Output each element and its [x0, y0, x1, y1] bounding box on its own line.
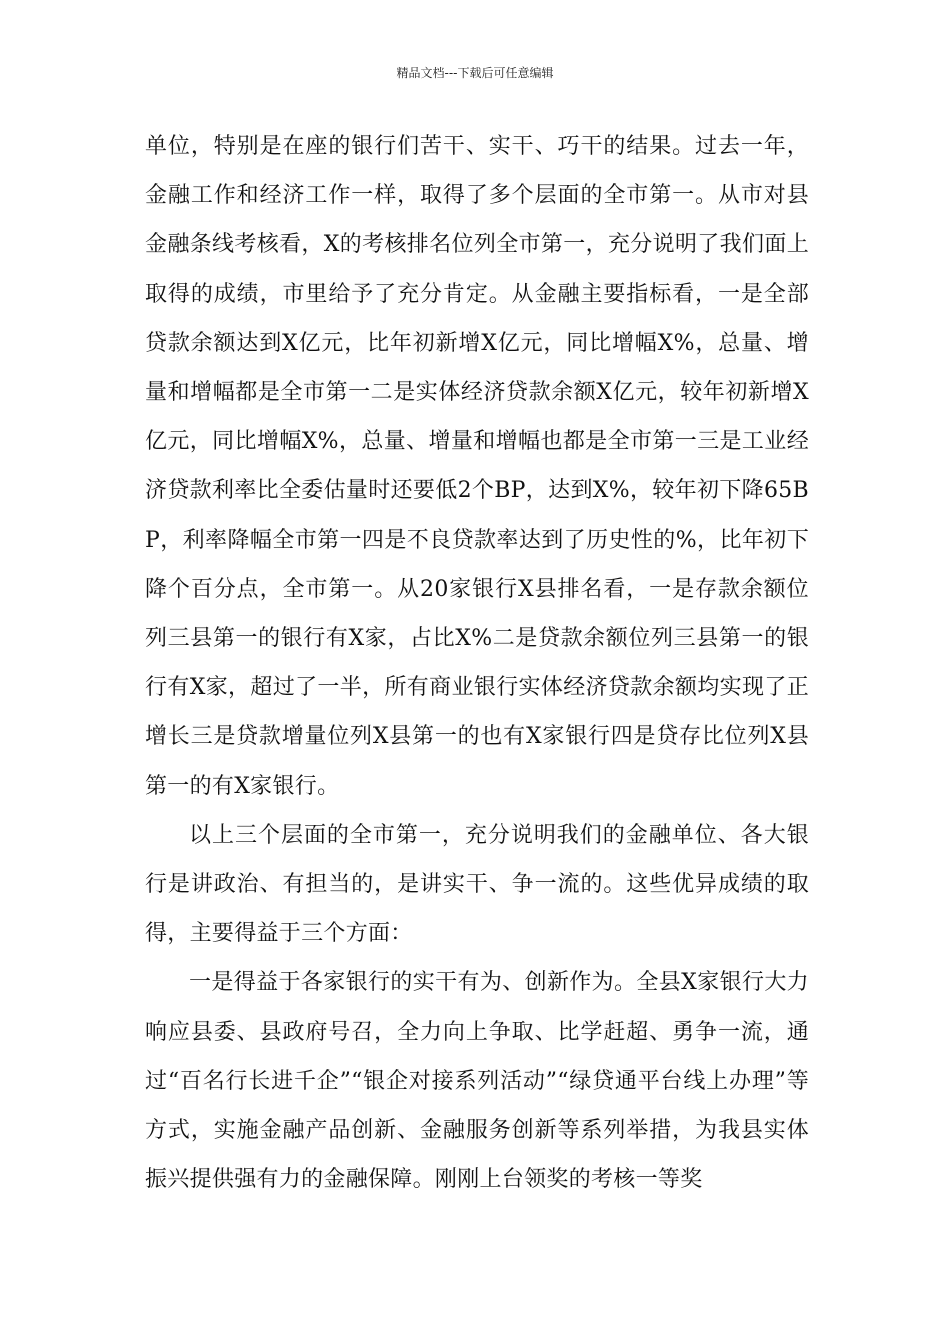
document-body [145, 122, 809, 1204]
paragraph-1: 单位，特别是在座的银行们苦干、实干、巧干的结果。过去一年，金融工作和经济工作一样，取得了多个层面的全市第一。从市对县金融条线考核看，X的考核排名位列全市第一，充分说明了我们面上取得的成绩，市里给予了充分肯定。从金融主要指标看，一是全部贷款余额达到X亿元，比年初新增X亿元，同比增幅X%，总量、增量和增幅都是全市第一二是实体经济贷款余额X亿元，较年初新增X亿元，同比增幅X%，总量、增量和增幅也都是全市第一三是工业经济贷款利率比全委估量时还要低2个BP，达到X%，较年初下降65BP，利率降幅全市第一四是不良贷款率达到了历史性的%，比年初下降个百分点，全市第一。从20家银行X县排名看，一是存款余额位列三县第一的银行有X家，占比X%二是贷款余额位列三县第一的银行有X家，超过了一半，所有商业银行实体经济贷款余额均实现了正增长三是贷款增量位列X县第一的也有X家银行四是贷存比位列X县第一的有X家银行。 [145, 134, 809, 799]
page-header: 精品文档---下载后可任意编辑 [396, 66, 554, 80]
paragraph-3: 一是得益于各家银行的实干有为、创新作为。全县X家银行大力响应县委、县政府号召，全力向上争取、比学赶超、勇争一流，通过“百名行长进千企”“银企对接系列活动”“绿贷通平台线上办理”等方式，实施金融产品创新、金融服务创新等系列举措，为我县实体振兴提供强有力的金融保障。刚刚上台领奖的考核一等奖 [145, 970, 809, 1193]
paragraph-2: 以上三个层面的全市第一，充分说明我们的金融单位、各大银行是讲政治、有担当的，是讲实干、争一流的。这些优异成绩的取得，主要得益于三个方面： [145, 822, 809, 947]
